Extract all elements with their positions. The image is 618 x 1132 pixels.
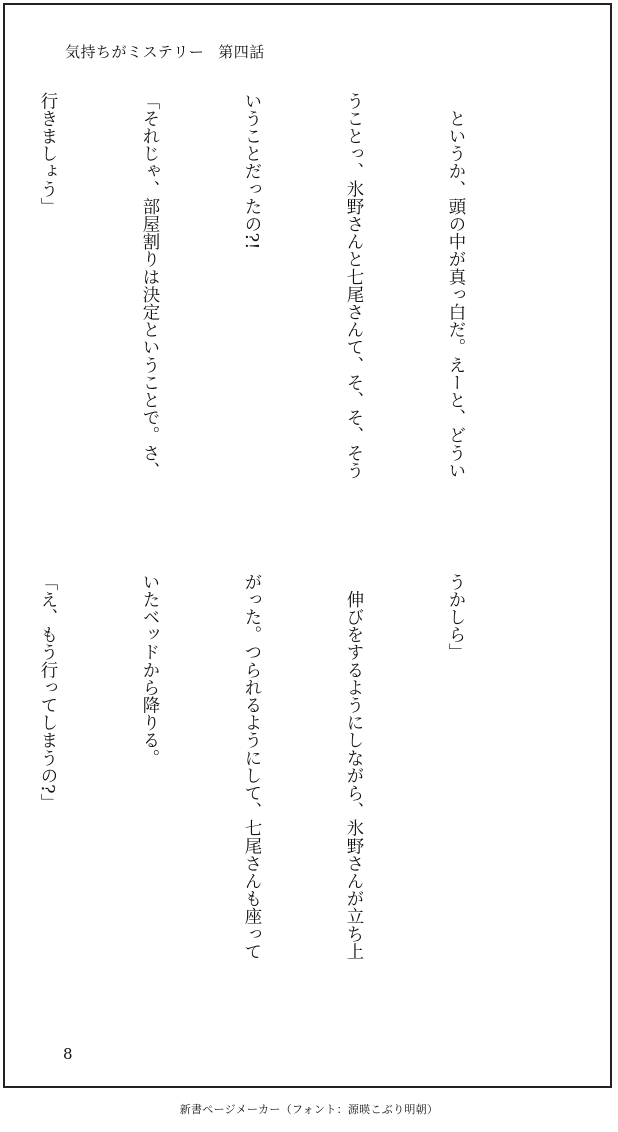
chapter-title: 第四話 bbox=[218, 43, 265, 61]
page-frame bbox=[3, 3, 612, 1088]
running-header bbox=[65, 41, 265, 62]
text-line: というか、頭の中が真っ白だ。えーと、どうい bbox=[445, 92, 465, 480]
text-line: 「え、もう行ってしまうの?」 bbox=[37, 573, 57, 812]
body-text-bottom bbox=[37, 573, 540, 1013]
text-line: いたベッドから降りる。 bbox=[139, 573, 159, 767]
text-line: いうことだったの?! bbox=[241, 92, 261, 250]
text-line: 伸びをするようにしながら、氷野さんが立ち上 bbox=[343, 573, 363, 961]
text-line: うかしら」 bbox=[445, 573, 465, 661]
footer-credit: 新書ページメーカー（フォント：源暎こぶり明朝） bbox=[179, 1103, 439, 1116]
text-line: がった。つられるようにして、七尾さんも座って bbox=[241, 573, 261, 961]
text-line: 「それじゃ、部屋割りは決定ということで。さ、 bbox=[139, 92, 159, 480]
page-number: 8 bbox=[63, 1045, 73, 1063]
text-line: 行きましょう」 bbox=[37, 92, 57, 216]
text-line: うことっ、氷野さんと七尾さんて、そ、そ、そう bbox=[343, 92, 363, 480]
series-title: 気持ちがミステリー bbox=[65, 43, 205, 61]
body-text-top bbox=[37, 92, 540, 532]
